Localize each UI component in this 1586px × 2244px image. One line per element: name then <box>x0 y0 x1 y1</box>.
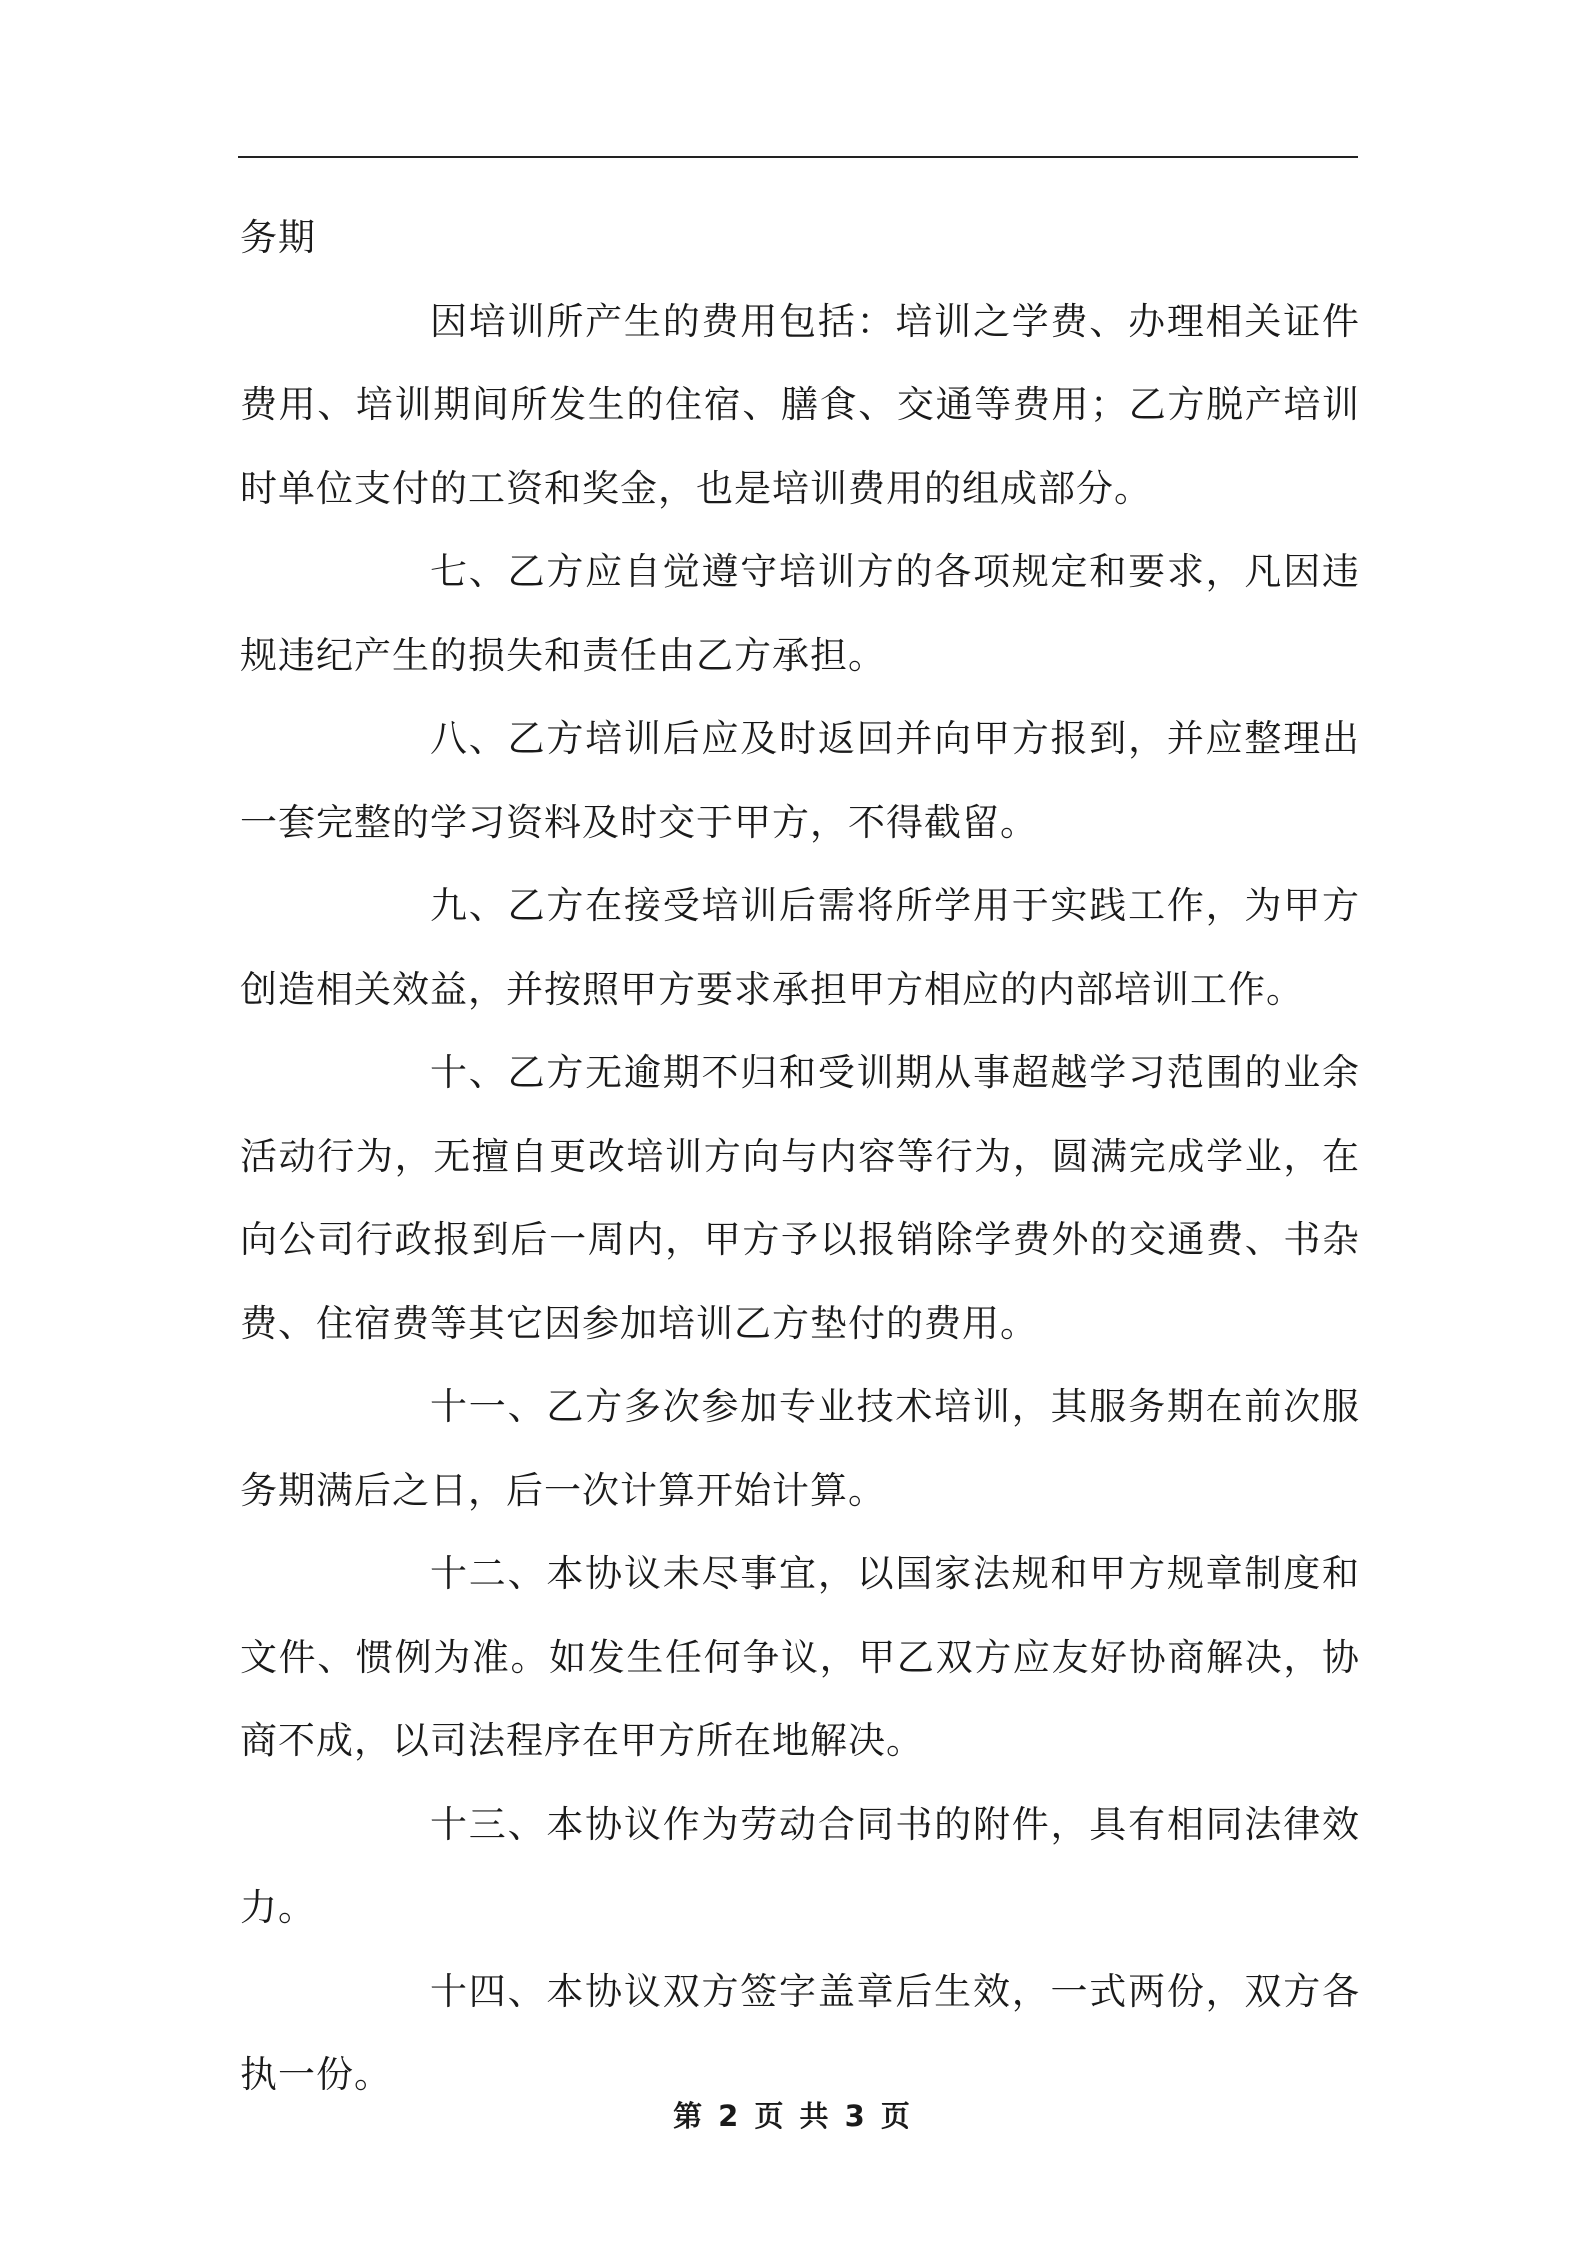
header-rule <box>238 156 1358 158</box>
paragraph-clause-12: 十二、本协议未尽事宜，以国家法规和甲方规章制度和文件、惯例为准。如发生任何争议，甲乙双方应友好协商解决，协商不成，以司法程序在甲方所在地解决。 <box>240 1552 1360 1762</box>
paragraph-clause-14: 十四、本协议双方签字盖章后生效，一式两份，双方各执一份。 <box>240 1969 1360 2096</box>
paragraph-clause-8: 八、乙方培训后应及时返回并向甲方报到，并应整理出一套完整的学习资料及时交于甲方，不得截留。 <box>240 717 1360 844</box>
paragraph-clause-10: 十、乙方无逾期不归和受训期从事超越学习范围的业余活动行为，无擅自更改培训方向与内容等行为，圆满完成学业，在向公司行政报到后一周内，甲方予以报销除学费外的交通费、书杂费、住宿费等其它因参加培训乙方垫付的费用。 <box>240 1051 1360 1345</box>
paragraph-clause-9: 九、乙方在接受培训后需将所学用于实践工作，为甲方创造相关效益，并按照甲方要求承担甲方相应的内部培训工作。 <box>240 884 1360 1011</box>
paragraph-clause-11: 十一、乙方多次参加专业技术培训，其服务期在前次服务期满后之日，后一次计算开始计算。 <box>240 1385 1360 1512</box>
paragraph-continuation: 务期 <box>240 216 316 259</box>
document-body <box>240 196 1360 2117</box>
page-number-footer: 第 2 页 共 3 页 <box>673 2099 913 2133</box>
paragraph-clause-7: 七、乙方应自觉遵守培训方的各项规定和要求，凡因违规违纪产生的损失和责任由乙方承担。 <box>240 550 1360 677</box>
paragraph-clause-13: 十三、本协议作为劳动合同书的附件，具有相同法律效力。 <box>240 1802 1360 1929</box>
paragraph-training-costs: 因培训所产生的费用包括：培训之学费、办理相关证件费用、培训期间所发生的住宿、膳食、交通等费用；乙方脱产培训时单位支付的工资和奖金，也是培训费用的组成部分。 <box>240 299 1360 510</box>
